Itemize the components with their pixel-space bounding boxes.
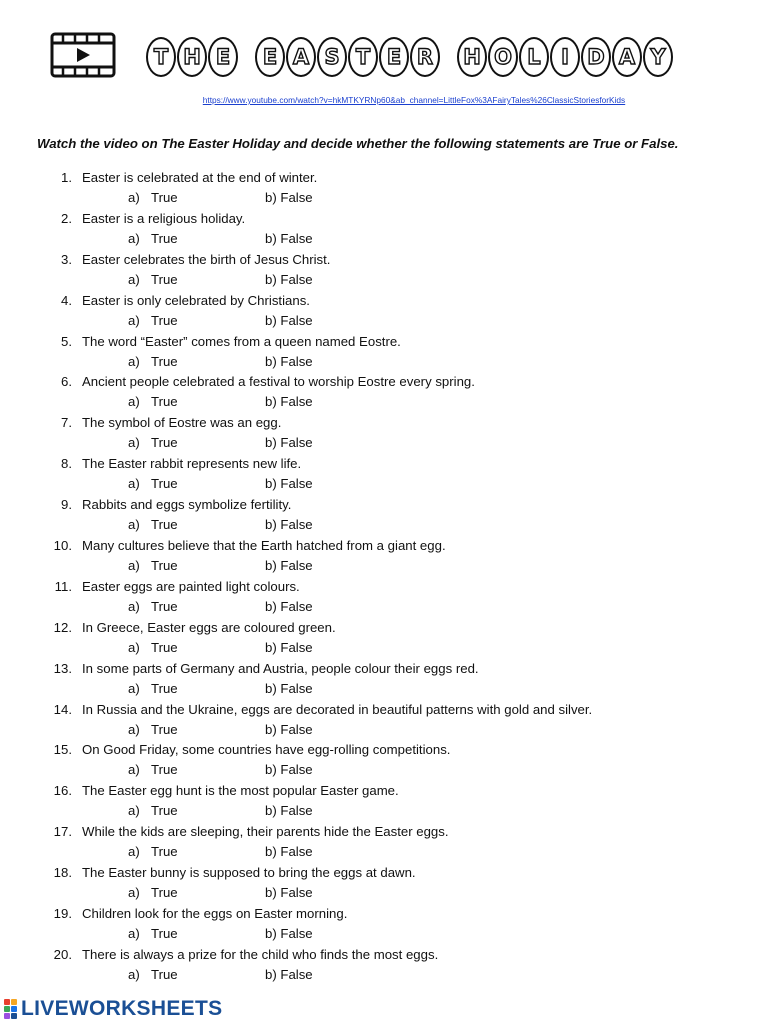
question-item [0, 577, 768, 618]
option-a-label[interactable]: a) [128, 721, 140, 737]
question-item [0, 413, 768, 454]
video-link[interactable]: https://www.youtube.com/watch?v=hkMTKYRNp60&ab_channel=LittleFox%3AFairyTales%26ClassicStoriesforKids [202, 95, 626, 105]
title-word [255, 37, 440, 77]
page-title [146, 36, 687, 78]
option-false[interactable]: b) False [265, 271, 313, 287]
question-list [0, 168, 768, 986]
option-true[interactable]: True [151, 230, 178, 246]
option-false[interactable]: b) False [265, 558, 313, 574]
brand-mark-square [11, 1013, 17, 1019]
option-a-label[interactable]: a) [128, 803, 140, 819]
option-true[interactable]: True [151, 598, 178, 614]
question-item [0, 740, 768, 781]
question-text: Rabbits and eggs symbolize fertility. [82, 497, 292, 513]
option-false[interactable]: b) False [265, 435, 313, 451]
title-letter: A [286, 37, 316, 77]
question-item [0, 945, 768, 986]
question-text: The word “Easter” comes from a queen named Eostre. [82, 333, 401, 349]
question-number: 3. [61, 251, 72, 267]
question-number: 17. [53, 824, 72, 840]
question-item [0, 863, 768, 904]
brand-mark-square [4, 1013, 10, 1019]
question-text: On Good Friday, some countries have egg-rolling competitions. [82, 742, 451, 758]
question-text: In some parts of Germany and Austria, people colour their eggs red. [82, 660, 479, 676]
question-text: Many cultures believe that the Earth hatched from a giant egg. [82, 538, 446, 554]
option-a-label[interactable]: a) [128, 517, 140, 533]
title-letter: H [457, 37, 487, 77]
option-a-label[interactable]: a) [128, 926, 140, 942]
option-a-label[interactable]: a) [128, 639, 140, 655]
option-true[interactable]: True [151, 190, 178, 205]
option-true[interactable]: True [151, 476, 178, 492]
option-false[interactable]: b) False [265, 312, 313, 328]
question-item [0, 372, 768, 413]
question-text: Easter is a religious holiday. [82, 210, 246, 226]
option-false[interactable]: b) False [265, 476, 313, 492]
option-false[interactable]: b) False [265, 721, 313, 737]
option-true[interactable]: True [151, 844, 178, 860]
question-item [0, 822, 768, 863]
option-false[interactable]: b) False [265, 966, 313, 982]
instructions: Watch the video on The Easter Holiday and decide whether the following statements are True or False. [37, 136, 679, 151]
title-letter: S [317, 37, 347, 77]
question-text: Children look for the eggs on Easter morning. [82, 906, 348, 922]
question-number: 6. [61, 374, 72, 390]
question-text: The Easter bunny is supposed to bring the eggs at dawn. [82, 865, 416, 881]
title-word [146, 37, 238, 77]
option-false[interactable]: b) False [265, 680, 313, 696]
option-true[interactable]: True [151, 721, 178, 737]
option-a-label[interactable]: a) [128, 394, 140, 410]
question-number: 9. [61, 497, 72, 513]
option-a-label[interactable]: a) [128, 230, 140, 246]
option-a-label[interactable]: a) [128, 762, 140, 778]
title-letter: O [488, 37, 518, 77]
question-text: While the kids are sleeping, their parents hide the Easter eggs. [82, 824, 449, 840]
question-text: There is always a prize for the child who finds the most eggs. [82, 946, 439, 962]
title-letter: T [348, 37, 378, 77]
title-letter: L [519, 37, 549, 77]
brand-mark-square [11, 1006, 17, 1012]
question-text: Ancient people celebrated a festival to worship Eostre every spring. [82, 374, 475, 390]
question-number: 8. [61, 456, 72, 472]
option-false[interactable]: b) False [265, 517, 313, 533]
option-false[interactable]: b) False [265, 926, 313, 942]
option-false[interactable]: b) False [265, 803, 313, 819]
option-true[interactable]: True [151, 517, 178, 533]
question-number: 10. [53, 538, 72, 554]
option-true[interactable]: True [151, 762, 178, 778]
option-a-label[interactable]: a) [128, 312, 140, 328]
liveworksheets-logo [4, 996, 222, 1022]
question-item [0, 209, 768, 250]
title-letter: R [410, 37, 440, 77]
option-a-label[interactable]: a) [128, 966, 140, 982]
question-number: 13. [53, 660, 72, 676]
question-text: In Russia and the Ukraine, eggs are decorated in beautiful patterns with gold and silver. [82, 701, 593, 717]
question-item [0, 495, 768, 536]
option-false[interactable]: b) False [265, 762, 313, 778]
question-item [0, 168, 768, 209]
option-a-label[interactable]: a) [128, 885, 140, 901]
question-item [0, 904, 768, 945]
option-true[interactable]: True [151, 639, 178, 655]
question-text: In Greece, Easter eggs are coloured green. [82, 619, 336, 635]
option-false[interactable]: b) False [265, 353, 313, 369]
question-number: 5. [61, 333, 72, 349]
title-letter: E [255, 37, 285, 77]
option-a-label[interactable]: a) [128, 271, 140, 287]
question-number: 19. [53, 906, 72, 922]
question-number: 4. [61, 292, 72, 308]
title-letter: E [379, 37, 409, 77]
option-a-label[interactable]: a) [128, 190, 140, 205]
option-a-label[interactable]: a) [128, 435, 140, 451]
question-number: 14. [53, 701, 72, 717]
title-letter: A [612, 37, 642, 77]
question-item [0, 332, 768, 373]
question-item [0, 250, 768, 291]
option-a-label[interactable]: a) [128, 680, 140, 696]
brand-mark-square [4, 1006, 10, 1012]
title-letter: I [550, 37, 580, 77]
option-a-label[interactable]: a) [128, 844, 140, 860]
option-false[interactable]: b) False [265, 844, 313, 860]
question-text: Easter is only celebrated by Christians. [82, 292, 310, 308]
question-text: Easter eggs are painted light colours. [82, 578, 300, 594]
option-true[interactable]: True [151, 558, 178, 574]
question-number: 12. [53, 619, 72, 635]
brand-name: LIVEWORKSHEETS [21, 997, 223, 1020]
question-number: 1. [61, 170, 72, 185]
option-true[interactable]: True [151, 353, 178, 369]
worksheet-header [0, 0, 768, 120]
question-item [0, 536, 768, 577]
option-a-label[interactable]: a) [128, 558, 140, 574]
question-number: 18. [53, 865, 72, 881]
option-false[interactable]: b) False [265, 190, 313, 205]
option-true[interactable]: True [151, 312, 178, 328]
option-false[interactable]: b) False [265, 230, 313, 246]
option-false[interactable]: b) False [265, 598, 313, 614]
question-text: Easter celebrates the birth of Jesus Christ. [82, 251, 331, 267]
title-letter: D [581, 37, 611, 77]
brand-mark-icon [4, 999, 17, 1019]
option-true[interactable]: True [151, 394, 178, 410]
title-letter: T [146, 37, 176, 77]
brand-mark-square [4, 999, 10, 1005]
option-true[interactable]: True [151, 435, 178, 451]
title-letter: Y [643, 37, 673, 77]
option-true[interactable]: True [151, 926, 178, 942]
question-text: Easter is celebrated at the end of winter. [82, 170, 318, 185]
option-a-label[interactable]: a) [128, 353, 140, 369]
question-number: 11. [54, 578, 72, 594]
option-true[interactable]: True [151, 966, 178, 982]
title-letter: H [177, 37, 207, 77]
question-number: 15. [53, 742, 72, 758]
question-item [0, 291, 768, 332]
title-letter: E [208, 37, 238, 77]
question-item [0, 454, 768, 495]
video-film-icon [50, 32, 116, 78]
question-text: The Easter egg hunt is the most popular Easter game. [82, 783, 399, 799]
question-item [0, 781, 768, 822]
option-false[interactable]: b) False [265, 394, 313, 410]
option-a-label[interactable]: a) [128, 476, 140, 492]
question-number: 2. [61, 210, 72, 226]
option-false[interactable]: b) False [265, 639, 313, 655]
brand-mark-square [11, 999, 17, 1005]
option-true[interactable]: True [151, 271, 178, 287]
option-true[interactable]: True [151, 885, 178, 901]
option-false[interactable]: b) False [265, 885, 313, 901]
option-a-label[interactable]: a) [128, 598, 140, 614]
question-text: The Easter rabbit represents new life. [82, 456, 302, 472]
question-number: 20. [53, 946, 72, 962]
option-true[interactable]: True [151, 803, 178, 819]
question-item [0, 659, 768, 700]
question-item [0, 700, 768, 741]
question-number: 16. [53, 783, 72, 799]
question-number: 7. [61, 415, 72, 431]
option-true[interactable]: True [151, 680, 178, 696]
title-word [457, 37, 673, 77]
question-item [0, 618, 768, 659]
question-text: The symbol of Eostre was an egg. [82, 415, 282, 431]
